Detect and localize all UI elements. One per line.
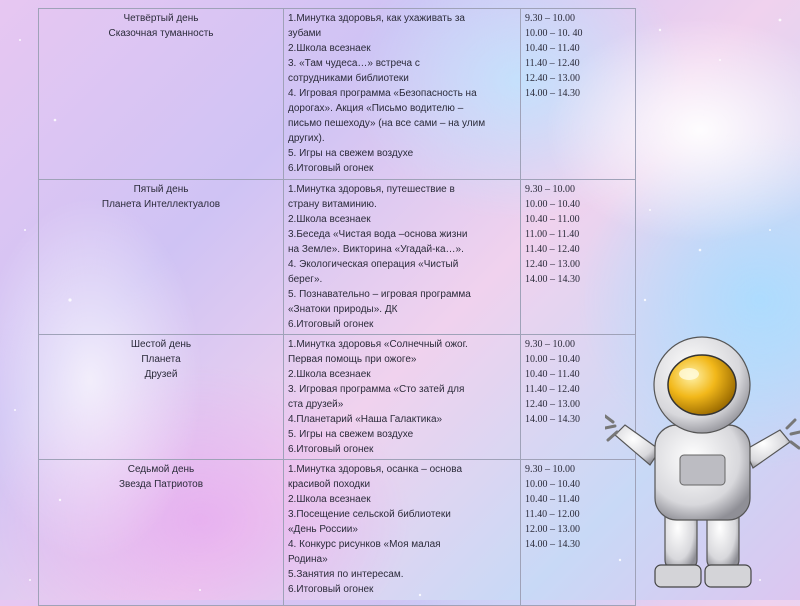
activity-line: Родина»	[288, 554, 328, 565]
activity-line: 4.Планетарий «Наша Галактика»	[288, 414, 443, 425]
time-slot: 10.40 – 11.40	[525, 369, 580, 380]
activity-line: 2.Школа всезнаек	[288, 214, 371, 225]
day-subtitle: Планета Интеллектуалов	[101, 199, 221, 210]
time-slot: 12.00 – 13.00	[525, 524, 580, 535]
activities-cell	[284, 180, 521, 335]
activity-line: 5. Игры на свежем воздухе	[288, 148, 414, 159]
day-subtitle: Звезда Патриотов	[118, 479, 204, 490]
time-slot: 14.00 – 14.30	[525, 274, 580, 285]
time-slot: 10.00 – 10.40	[525, 479, 580, 490]
time-slot: 14.00 – 14.30	[525, 539, 580, 550]
activity-line: 1.Минутка здоровья, осанка – основа	[288, 464, 462, 475]
schedule-table	[38, 8, 636, 606]
activities-cell	[284, 9, 521, 180]
activity-line: 4. Игровая программа «Безопасность на	[288, 88, 477, 99]
day-row	[39, 335, 636, 460]
activity-line: «День России»	[288, 524, 358, 535]
activity-line: дорогах». Акция «Письмо водителю –	[288, 103, 464, 114]
day-name-cell	[39, 9, 284, 180]
activity-line: письмо пешеходу» (на все сами – на улим	[288, 118, 486, 129]
activity-line: 3. Игровая программа «Сто затей для	[288, 384, 465, 395]
time-slot: 10.00 – 10.40	[525, 354, 580, 365]
time-slot: 9.30 – 10.00	[525, 13, 575, 24]
activity-line: 3. «Там чудеса…» встреча с	[288, 58, 420, 69]
activity-line: «Знатоки природы». ДК	[288, 304, 398, 315]
day-subtitle: Сказочная туманность	[108, 28, 214, 39]
day-name-cell	[39, 460, 284, 606]
time-slot: 9.30 – 10.00	[525, 339, 575, 350]
time-slot: 9.30 – 10.00	[525, 464, 575, 475]
activity-line: 3.Беседа «Чистая вода –основа жизни	[288, 229, 468, 240]
time-slot: 14.00 – 14.30	[525, 88, 580, 99]
times-cell	[521, 180, 636, 335]
activity-line: 1.Минутка здоровья «Солнечный ожог.	[288, 339, 468, 350]
time-slot: 10.40 – 11.00	[525, 214, 580, 225]
activity-line: страну витаминию.	[288, 199, 377, 210]
day-title: Пятый день	[133, 184, 189, 195]
time-slot: 11.40 – 12.40	[525, 58, 580, 69]
time-slot: 12.40 – 13.00	[525, 259, 580, 270]
day-title: Четвёртый день	[123, 13, 199, 24]
time-slot: 12.40 – 13.00	[525, 73, 580, 84]
activity-line: 2.Школа всезнаек	[288, 369, 371, 380]
day-name-cell	[39, 335, 284, 460]
day-row	[39, 9, 636, 180]
day-title: Шестой день	[130, 339, 192, 350]
activity-line: 4. Конкурс рисунков «Моя малая	[288, 539, 441, 550]
time-slot: 11.00 – 11.40	[525, 229, 580, 240]
activity-line: 1.Минутка здоровья, путешествие в	[288, 184, 455, 195]
day-subtitle: Друзей	[144, 369, 178, 380]
activities-cell	[284, 460, 521, 606]
activity-line: 6.Итоговый огонек	[288, 319, 374, 330]
activities-cell	[284, 335, 521, 460]
activity-line: 2.Школа всезнаек	[288, 43, 371, 54]
activity-line: 5.Занятия по интересам.	[288, 569, 404, 580]
time-slot: 12.40 – 13.00	[525, 399, 580, 410]
activity-line: 3.Посещение сельской библиотеки	[288, 509, 451, 520]
activity-line: берег».	[288, 274, 323, 285]
activity-line: 4. Экологическая операция «Чистый	[288, 259, 459, 270]
time-slot: 10.40 – 11.40	[525, 43, 580, 54]
activity-line: Первая помощь при ожоге»	[288, 354, 417, 365]
time-slot: 11.40 – 12.40	[525, 244, 580, 255]
activity-line: на Земле». Викторина «Угадай-ка…».	[288, 244, 464, 255]
astronaut-icon	[605, 330, 800, 595]
activity-line: 5. Игры на свежем воздухе	[288, 429, 414, 440]
activity-line: сотрудниками библиотеки	[288, 73, 409, 84]
time-slot: 10.00 – 10. 40	[525, 28, 583, 39]
activity-line: 6.Итоговый огонек	[288, 584, 374, 595]
time-slot: 10.40 – 11.40	[525, 494, 580, 505]
time-slot: 11.40 – 12.00	[525, 509, 580, 520]
activity-line: 1.Минутка здоровья, как ухаживать за	[288, 13, 465, 24]
day-name-cell	[39, 180, 284, 335]
activity-line: зубами	[288, 28, 322, 39]
activity-line: 6.Итоговый огонек	[288, 444, 374, 455]
activity-line: других).	[288, 133, 325, 144]
times-cell	[521, 9, 636, 180]
day-row	[39, 180, 636, 335]
activity-line: красивой походки	[288, 479, 371, 490]
day-subtitle: Планета	[141, 354, 181, 365]
activity-line: ста друзей»	[288, 399, 344, 410]
day-title: Седьмой день	[127, 464, 195, 475]
day-row	[39, 460, 636, 606]
activity-line: 2.Школа всезнаек	[288, 494, 371, 505]
time-slot: 11.40 – 12.40	[525, 384, 580, 395]
activity-line: 5. Познавательно – игровая программа	[288, 289, 471, 300]
time-slot: 14.00 – 14.30	[525, 414, 580, 425]
time-slot: 9.30 – 10.00	[525, 184, 575, 195]
time-slot: 10.00 – 10.40	[525, 199, 580, 210]
activity-line: 6.Итоговый огонек	[288, 163, 374, 174]
